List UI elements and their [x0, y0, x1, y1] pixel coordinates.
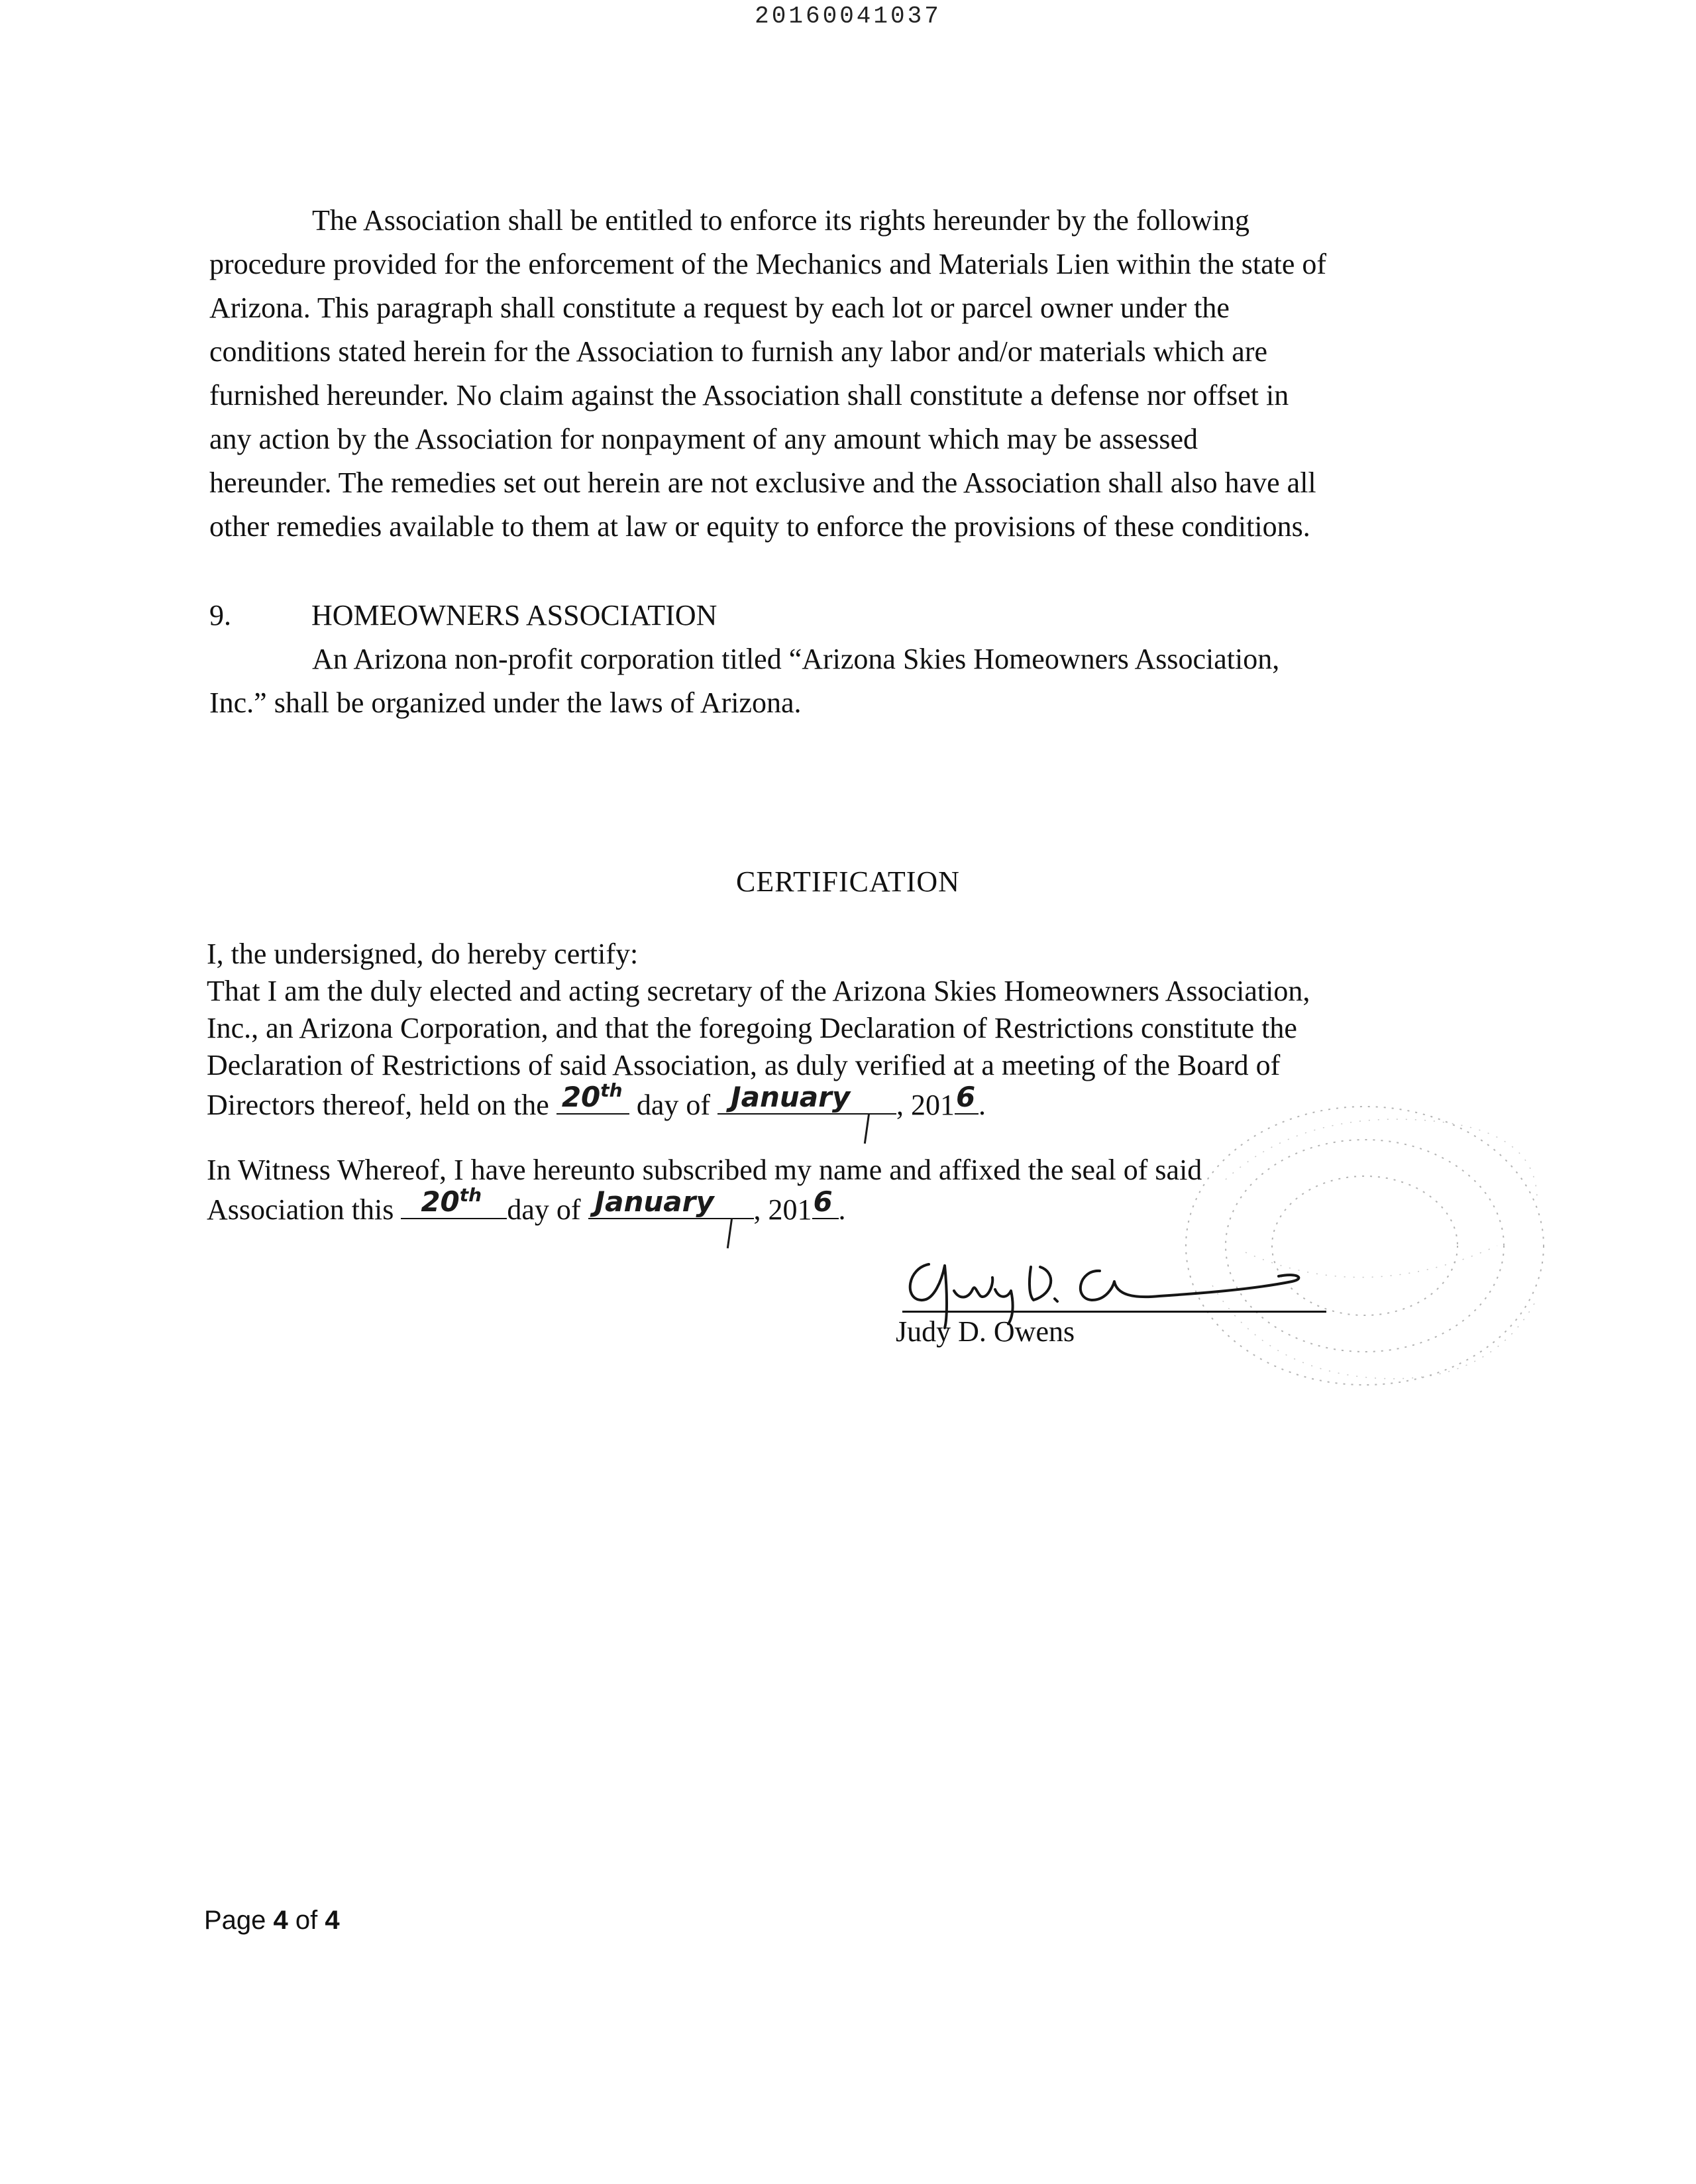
witness-line: In Witness Whereof, I have hereunto subscribed my name and affixed the seal of said [207, 1154, 1202, 1186]
meeting-year-field [955, 1081, 979, 1115]
paragraph-line: The Association shall be entitled to enforce its rights hereunder by the following [312, 204, 1249, 237]
handwritten-day: 20th [561, 1079, 623, 1113]
meeting-date-line: Directors thereof, held on the 20th day of January , 201 6 . [207, 1084, 1310, 1124]
page-indicator: Page 4 of 4 [204, 1906, 340, 1935]
witness-year-field [812, 1185, 839, 1219]
handwritten-year-digit: 6 [813, 1185, 833, 1218]
paragraph-line: Arizona. This paragraph shall constitute a request by each lot or parcel owner under the [209, 292, 1230, 324]
certification-line: That I am the duly elected and acting secretary of the Arizona Skies Homeowners Association, [207, 975, 1310, 1007]
certification-line: Declaration of Restrictions of said Association, as duly verified at a meeting of the Board of [207, 1049, 1281, 1081]
witness-block [207, 1152, 1202, 1228]
paragraph-line: Inc.” shall be organized under the laws of Arizona. [209, 686, 802, 719]
enforcement-paragraph [209, 199, 1495, 549]
witness-date-line: Association this 20th day of January , 201 6 . [207, 1189, 1202, 1228]
certification-title: CERTIFICATION [736, 865, 960, 898]
paragraph-line: conditions stated herein for the Association to furnish any labor and/or materials which are [209, 335, 1267, 368]
paragraph-line: An Arizona non-profit corporation titled “Arizona Skies Homeowners Association, [312, 643, 1280, 675]
handwritten-month: January [731, 1081, 851, 1113]
document-number: 20160041037 [755, 3, 941, 30]
certification-line: Inc., an Arizona Corporation, and that the foregoing Declaration of Restrictions constitute the [207, 1012, 1297, 1044]
handwritten-year-digit: 6 [956, 1081, 976, 1113]
handwritten-month: January [594, 1185, 714, 1218]
pen-stroke [726, 1218, 732, 1248]
paragraph-line: other remedies available to them at law or equity to enforce the provisions of these conditions. [209, 510, 1310, 543]
paragraph-line: hereunder. The remedies set out herein are not exclusive and the Association shall also have all [209, 466, 1316, 499]
signer-name: Judy D. Owens [896, 1315, 1075, 1348]
current-page: 4 [273, 1906, 288, 1935]
meeting-month-field [717, 1081, 896, 1115]
section-9-heading [209, 594, 717, 637]
meeting-day-field [556, 1079, 629, 1115]
section-title: HOMEOWNERS ASSOCIATION [311, 599, 717, 631]
section-9-body [209, 637, 1495, 725]
witness-day-field [401, 1184, 507, 1219]
certification-body [207, 936, 1310, 1124]
paragraph-line: any action by the Association for nonpayment of any amount which may be assessed [209, 423, 1198, 455]
signature-line [902, 1311, 1326, 1313]
paragraph-line: furnished hereunder. No claim against the Association shall constitute a defense nor offset in [209, 379, 1289, 411]
certification-intro: I, the undersigned, do hereby certify: [207, 938, 639, 970]
paragraph-line: procedure provided for the enforcement of the Mechanics and Materials Lien within the state of [209, 248, 1327, 280]
section-number: 9. [209, 599, 231, 631]
total-pages: 4 [325, 1906, 340, 1935]
handwritten-day: 20th [421, 1184, 482, 1218]
witness-month-field [588, 1185, 754, 1219]
pen-stroke [864, 1113, 870, 1144]
